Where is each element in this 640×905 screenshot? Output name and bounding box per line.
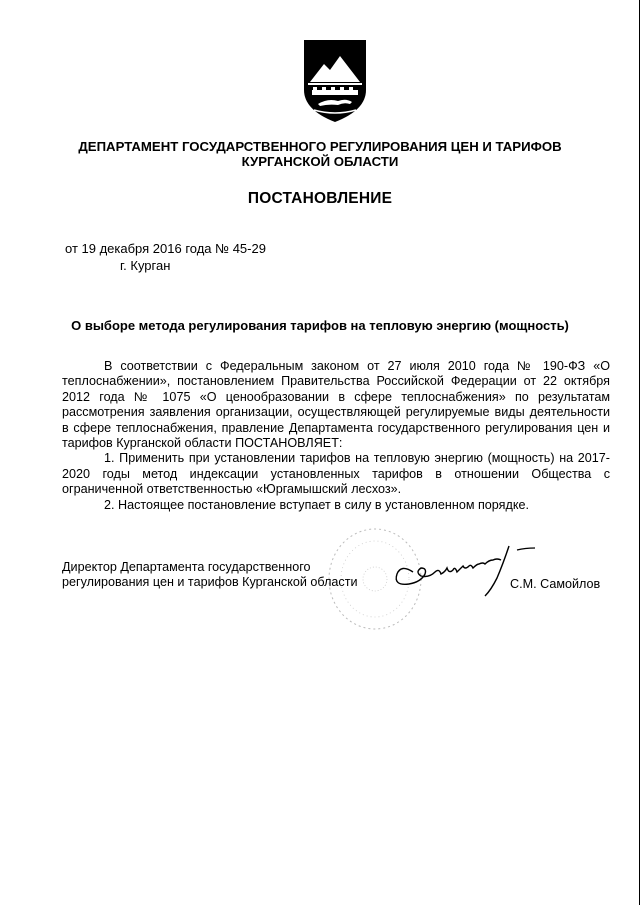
department-name: ДЕПАРТАМЕНТ ГОСУДАРСТВЕННОГО РЕГУЛИРОВАНИЯ ЦЕН И ТАРИФОВ — [78, 139, 562, 154]
document-body — [62, 359, 610, 513]
region-name: КУРГАНСКОЙ ОБЛАСТИ — [241, 154, 399, 169]
signer-name: С.М. Самойлов — [510, 577, 601, 591]
document-city: г. Курган — [120, 258, 171, 273]
paragraph-item-1: 1. Применить при установлении тарифов на тепловую энергию (мощность) на 2017-2020 годы метод индексации установленных тарифов в отношении Общества с ограниченной ответственностью «Юргамышский лесхоз». — [62, 451, 610, 497]
document-subject: О выборе метода регулирования тарифов на тепловую энергию (мощность) — [71, 318, 569, 333]
department-title — [70, 139, 570, 169]
paragraph-preamble: В соответствии с Федеральным законом от 27 июля 2010 года № 190-ФЗ «О теплоснабжении», постановлением Правительства Российской Федерации от 22 октября 2012 года № 1075 «О ценообразовании в сфере теплоснабжения» по результатам рассмотрения заявления организации, осуществляющей регулируемые виды деятельности в сфере теплоснабжения, правление Департамента государственного регулирования цен и тарифов Курганской области ПОСТАНОВЛЯЕТ: — [62, 359, 610, 451]
signer-position-line-2: регулирования цен и тарифов Курганской области — [62, 575, 358, 590]
signer-position — [62, 560, 358, 591]
document-type: ПОСТАНОВЛЕНИЕ — [247, 190, 393, 207]
kurgan-region-coat-of-arms-icon — [300, 38, 370, 124]
signer-position-line-1: Директор Департамента государственного — [62, 560, 311, 574]
document-date-number: от 19 декабря 2016 года № 45-29 — [65, 241, 266, 256]
paragraph-item-2: 2. Настоящее постановление вступает в силу в установленном порядке. — [104, 497, 529, 512]
